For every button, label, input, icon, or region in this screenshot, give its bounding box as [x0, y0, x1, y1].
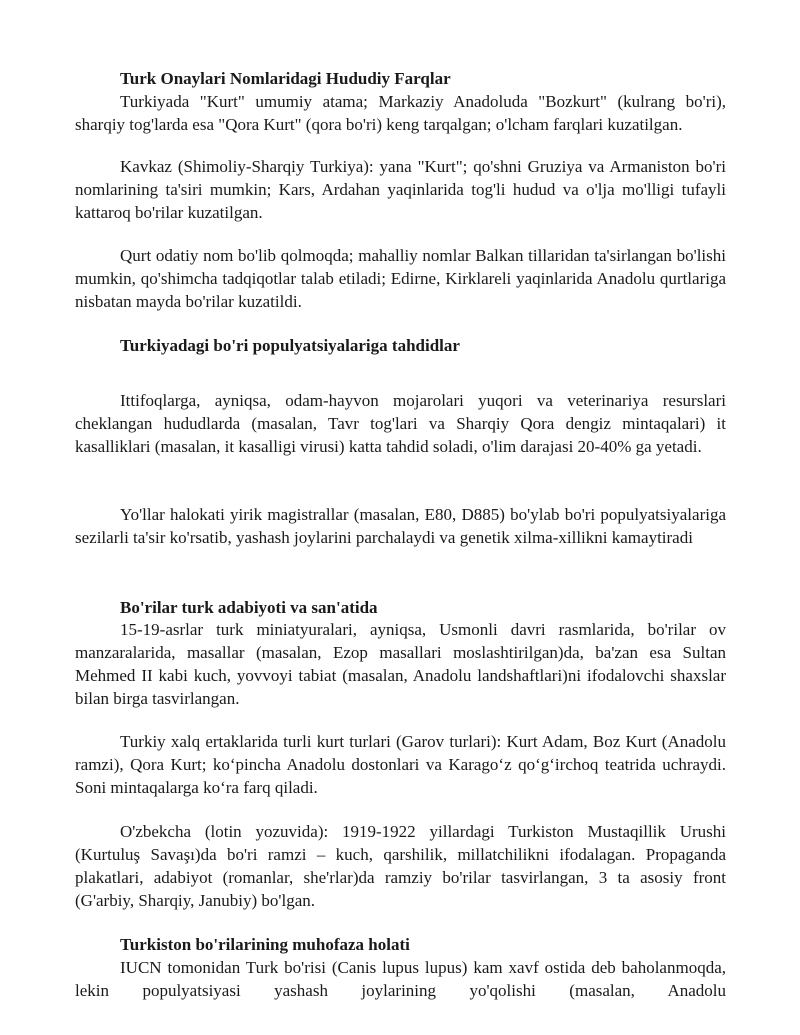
- paragraph-text: Turkiyada "Kurt" umumiy atama; Markaziy Anadoluda "Bozkurt" (kulrang bo'ri), sharqiy tog'larda esa "Qora Kurt" (qora bo'ri) keng tarqalgan; o'lcham farqlari kuzatilgan.: [75, 92, 726, 134]
- section-heading: Turk Onaylari Nomlaridagi Hududiy Farqlar: [120, 69, 451, 88]
- section-heading: Turkiston bo'rilarining muhofaza holati: [120, 935, 410, 954]
- paragraph-text: Turkiy xalq ertaklarida turli kurt turlari (Garov turlari): Kurt Adam, Boz Kurt (Anadolu ramzi), Qora Kurt; koʻpincha Anadolu dostonlari va Karagoʻz qoʻgʻirchoq teatrida uchraydi. Soni mintaqalarga koʻra farq qiladi.: [75, 732, 726, 797]
- section-heading: Turkiyadagi bo'ri populyatsiyalariga tahdidlar: [120, 336, 460, 355]
- paragraph: [75, 820, 726, 912]
- paragraph: [75, 389, 726, 458]
- paragraph-text: 15-19-asrlar turk miniatyuralari, ayniqsa, Usmonli davri rasmlarida, bo'rilar ov manzaralarida, masallar (masalan, Ezop masallari moslashtirilgan)da, ba'zan esa Sultan Mehmed II kabi kuch, yovvoyi tabiat (masalan, Anadolu landshaftlari)ni ifodalovchi shaxslar bilan birga tasvirlangan.: [75, 620, 726, 708]
- paragraph-text: Yo'llar halokati yirik magistrallar (masalan, E80, D885) bo'ylab bo'ri populyatsiyalariga sezilarli ta'sir ko'rsatib, yashash joylarini parchalaydi va genetik xilma-xillikni kamaytiradi: [75, 505, 726, 547]
- section-heading: Bo'rilar turk adabiyoti va san'atida: [120, 598, 378, 617]
- paragraph: [75, 730, 726, 799]
- paragraph: [75, 244, 726, 313]
- paragraph: [75, 503, 726, 549]
- paragraph-text: Kavkaz (Shimoliy-Sharqiy Turkiya): yana "Kurt"; qo'shni Gruziya va Armaniston bo'ri nomlarining ta'siri mumkin; Kars, Ardahan yaqinlarida tog'li hudud va o'lja mo'lligi tufayli kattaroq bo'rilar kuzatilgan.: [75, 157, 726, 222]
- paragraph-text: Qurt odatiy nom bo'lib qolmoqda; mahalliy nomlar Balkan tillaridan ta'sirlangan bo'lishi mumkin, qo'shimcha tadqiqotlar talab etiladi; Edirne, Kirklareli yaqinlarida Anadolu qurtlariga nisbatan mayda bo'rilar kuzatildi.: [75, 246, 726, 311]
- paragraph: [75, 155, 726, 224]
- paragraph-text: O'zbekcha (lotin yozuvida): 1919-1922 yillardagi Turkiston Mustaqillik Urushi (Kurtuluş Savaşı)da bo'ri ramzi – kuch, qarshilik, millatchilikni ifodalagan. Propaganda plakatlari, adabiyot (romanlar, she'rlar)da ramziy bo'rilar tasvirlangan, 3 ta asosiy front (G'arbiy, Sharqiy, Janubiy) bo'lgan.: [75, 822, 726, 910]
- paragraph: [75, 618, 726, 710]
- paragraph: [75, 90, 726, 136]
- paragraph-text: IUCN tomonidan Turk bo'risi (Canis lupus lupus) kam xavf ostida deb baholanmoqda, lekin populyatsiyasi yashash joylarining yo'qolishi (masalan, Anadolu: [75, 958, 726, 1000]
- paragraph: [75, 956, 726, 1002]
- paragraph-text: Ittifoqlarga, ayniqsa, odam-hayvon mojarolari yuqori va veterinariya resurslari cheklangan hududlarda (masalan, Tavr tog'lari va Sharqiy Qora dengiz mintaqalari) it kasalliklari (masalan, it kasalligi virusi) katta tahdid soladi, o'lim darajasi 20-40% ga yetadi.: [75, 391, 726, 456]
